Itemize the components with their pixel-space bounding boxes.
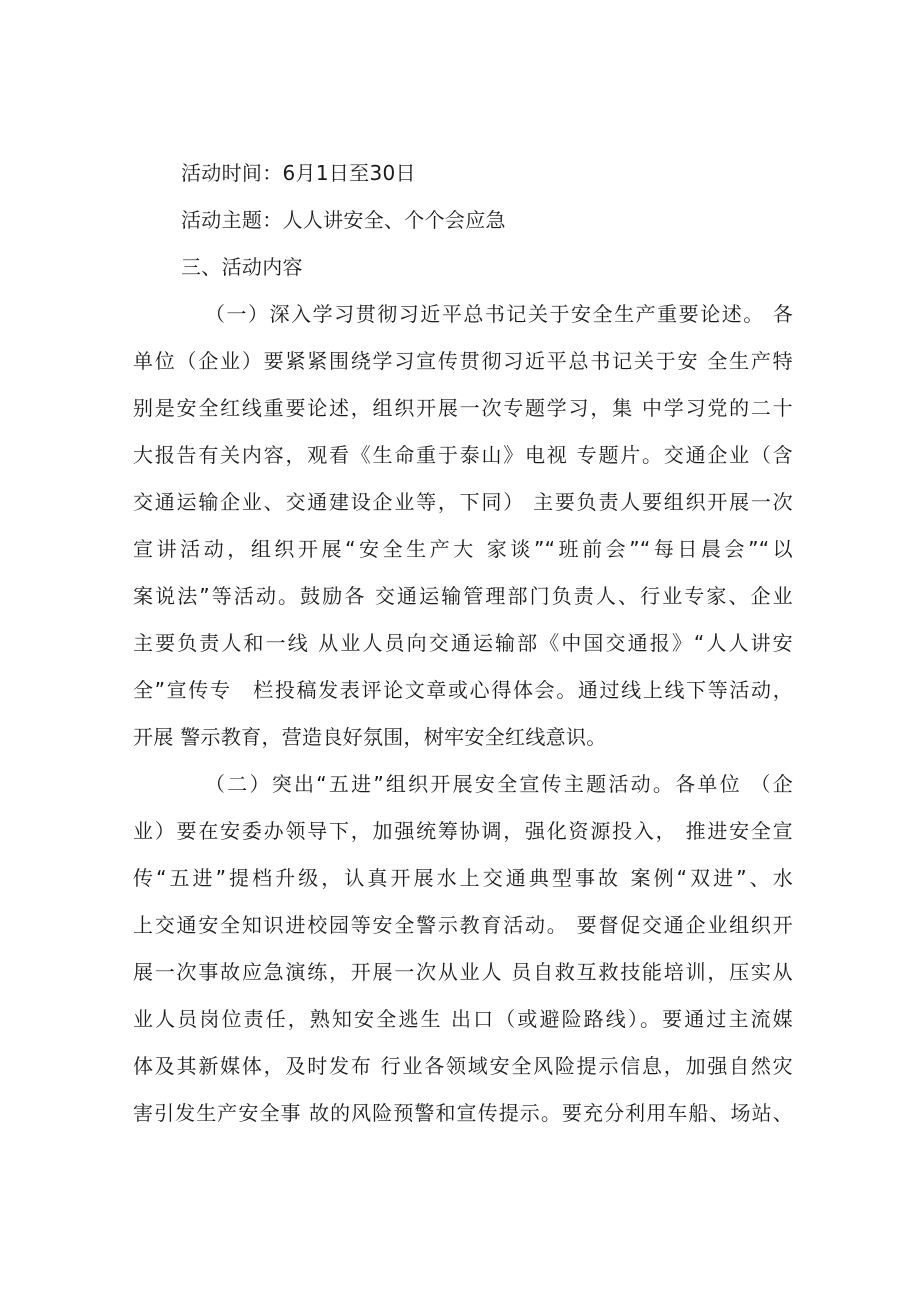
paragraph-1-line: 宣讲活动，组织开展“安全生产大 家谈”“班前会”“每日晨会”“以 xyxy=(133,537,793,561)
paragraph-2-line: （二）突出“五进”组织开展安全宣传主题活动。各单位 （企 xyxy=(205,772,793,796)
paragraph-2-line: 业）要在安委办领导下，加强统筹协调，强化资源投入， 推进安全宣 xyxy=(133,819,793,843)
paragraph-2-line: 上交通安全知识进校园等安全警示教育活动。 要督促交通企业组织开 xyxy=(133,913,793,937)
paragraph-1-line: 大报告有关内容，观看《生命重于泰山》电视 专题片。交通企业（含 xyxy=(133,443,793,467)
paragraph-2-line: 害引发生产安全事 故的风险预警和宣传提示。要充分利用车船、场站、 xyxy=(133,1101,793,1125)
section-heading: 三、活动内容 xyxy=(181,255,303,279)
activity-time-line: 活动时间：6月1日至30日 xyxy=(181,161,416,185)
paragraph-2-line: 业人员岗位责任，熟知安全逃生 出口（或避险路线）。要通过主流媒 xyxy=(133,1007,793,1031)
paragraph-1-line: 开展 警示教育，营造良好氛围，树牢安全红线意识。 xyxy=(133,725,607,749)
paragraph-1-line: 案说法”等活动。鼓励各 交通运输管理部门负责人、行业专家、企业 xyxy=(133,584,793,608)
paragraph-1-line: （一）深入学习贯彻习近平总书记关于安全生产重要论述。 各 xyxy=(205,302,793,326)
document-body xyxy=(133,150,793,1137)
paragraph-1-line: 全”宣传专 栏投稿发表评论文章或心得体会。通过线上线下等活动， xyxy=(133,678,793,702)
paragraph-2-line: 体及其新媒体，及时发布 行业各领域安全风险提示信息，加强自然灾 xyxy=(133,1054,793,1078)
paragraph-2-line: 传“五进”提档升级，认真开展水上交通典型事故 案例“双进”、水 xyxy=(133,866,793,890)
activity-theme-line: 活动主题：人人讲安全、个个会应急 xyxy=(181,208,506,232)
paragraph-1-line: 单位（企业）要紧紧围绕学习宣传贯彻习近平总书记关于安 全生产特 xyxy=(133,349,793,373)
paragraph-1-line: 主要负责人和一线 从业人员向交通运输部《中国交通报》“人人讲安 xyxy=(133,631,793,655)
paragraph-1-line: 交通运输企业、交通建设企业等，下同） 主要负责人要组织开展一次 xyxy=(133,490,793,514)
paragraph-2-line: 展一次事故应急演练，开展一次从业人 员自救互救技能培训，压实从 xyxy=(133,960,793,984)
paragraph-1-line: 别是安全红线重要论述，组织开展一次专题学习，集 中学习党的二十 xyxy=(133,396,793,420)
